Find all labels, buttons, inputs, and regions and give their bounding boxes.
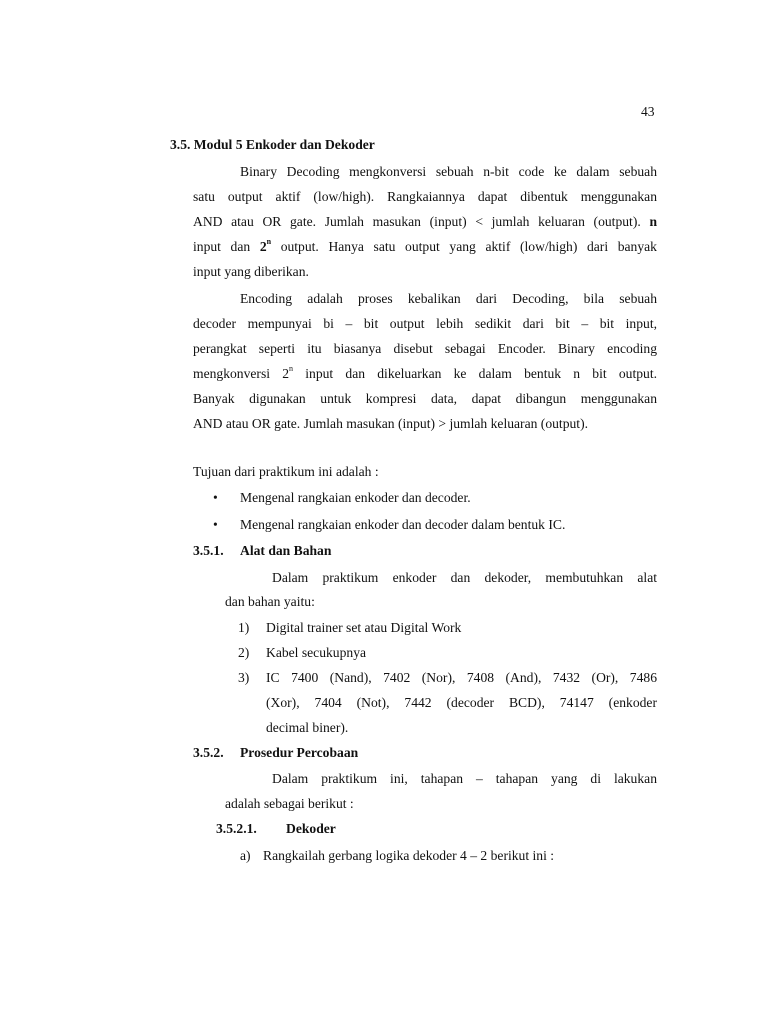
objectives-intro: Tujuan dari praktikum ini adalah :	[193, 464, 379, 479]
step-a-label: a)	[240, 848, 251, 863]
step-a-text: Rangkailah gerbang logika dekoder 4 – 2 berikut ini :	[263, 848, 555, 863]
paragraph1-line4	[193, 234, 657, 259]
paragraph1-bold-2: 2	[259, 239, 267, 254]
section-title: Modul 5 Enkoder dan Dekoder	[193, 137, 375, 152]
tool-item-2-text: Kabel secukupnya	[266, 645, 367, 660]
paragraph1-line4-a: input dan	[193, 239, 251, 254]
section-heading	[170, 137, 375, 153]
subsection1-para-line1: Dalam praktikum enkoder dan dekoder, membutuhkan alat	[272, 570, 657, 585]
bullet-icon: •	[213, 490, 218, 505]
subsection2-para-line1: Dalam praktikum ini, tahapan – tahapan yang di lakukan	[272, 771, 657, 786]
subsubsection-title: Dekoder	[286, 821, 336, 836]
tool-item-3-line3: decimal biner).	[266, 720, 349, 735]
paragraph2-line2: decoder mempunyai bi – bit output lebih sedikit dari bit – bit input,	[193, 316, 657, 331]
paragraph2-line5: Banyak digunakan untuk kompresi data, dapat dibangun menggunakan	[193, 391, 657, 406]
objective-item-2: Mengenal rangkaian enkoder dan decoder dalam bentuk IC.	[240, 517, 566, 532]
paragraph1-line5: input yang diberikan.	[193, 264, 309, 279]
paragraph2-line3: perangkat seperti itu biasanya disebut sebagai Encoder. Binary encoding	[193, 341, 657, 356]
subsection1-number: 3.5.1.	[193, 543, 224, 558]
subsubsection-number: 3.5.2.1.	[216, 821, 257, 836]
tool-item-1-number: 1)	[238, 620, 250, 635]
tool-item-3-line1: IC 7400 (Nand), 7402 (Nor), 7408 (And), 7432 (Or), 7486	[266, 670, 657, 685]
paragraph1-line2: satu output aktif (low/high). Rangkaiannya dapat dibentuk menggunakan	[193, 189, 657, 204]
paragraph1-line3	[193, 209, 657, 234]
tool-item-1-text: Digital trainer set atau Digital Work	[266, 620, 462, 635]
bullet-icon: •	[213, 517, 218, 532]
paragraph2-line4	[193, 361, 657, 386]
paragraph2-line4-a: mengkonversi 2	[193, 366, 290, 381]
subsection1-title: Alat dan Bahan	[240, 543, 332, 558]
objective-item-1: Mengenal rangkaian enkoder dan decoder.	[240, 490, 471, 505]
paragraph1-line1: Binary Decoding mengkonversi sebuah n-bit code ke dalam sebuah	[240, 164, 657, 179]
tool-item-2-number: 2)	[238, 645, 250, 660]
subsection1-para-line2: dan bahan yaitu:	[225, 594, 315, 609]
paragraph2-line6: AND atau OR gate. Jumlah masukan (input) > jumlah keluaran (output).	[193, 416, 588, 431]
tool-item-3-line2: (Xor), 7404 (Not), 7442 (decoder BCD), 74147 (enkoder	[266, 695, 657, 710]
section-number: 3.5.	[170, 137, 191, 152]
paragraph1-bold-n: n	[649, 214, 658, 229]
subsection2-number: 3.5.2.	[193, 745, 224, 760]
tool-item-3-number: 3)	[238, 670, 250, 685]
page-number: 43	[641, 104, 655, 119]
paragraph2-line1: Encoding adalah proses kebalikan dari Decoding, bila sebuah	[240, 291, 657, 306]
paragraph1-line3-text: AND atau OR gate. Jumlah masukan (input) < jumlah keluaran (output).	[193, 214, 641, 229]
paragraph2-line4-b: input dan dikeluarkan ke dalam bentuk n bit output.	[305, 366, 657, 381]
paragraph1-line4-b: output. Hanya satu output yang aktif (low/high) dari banyak	[280, 239, 657, 254]
paragraph2-sup-n: n	[289, 364, 294, 374]
subsection2-title: Prosedur Percobaan	[240, 745, 359, 760]
paragraph1-sup-n: n	[266, 237, 272, 247]
subsection2-para-line2: adalah sebagai berikut :	[225, 796, 354, 811]
